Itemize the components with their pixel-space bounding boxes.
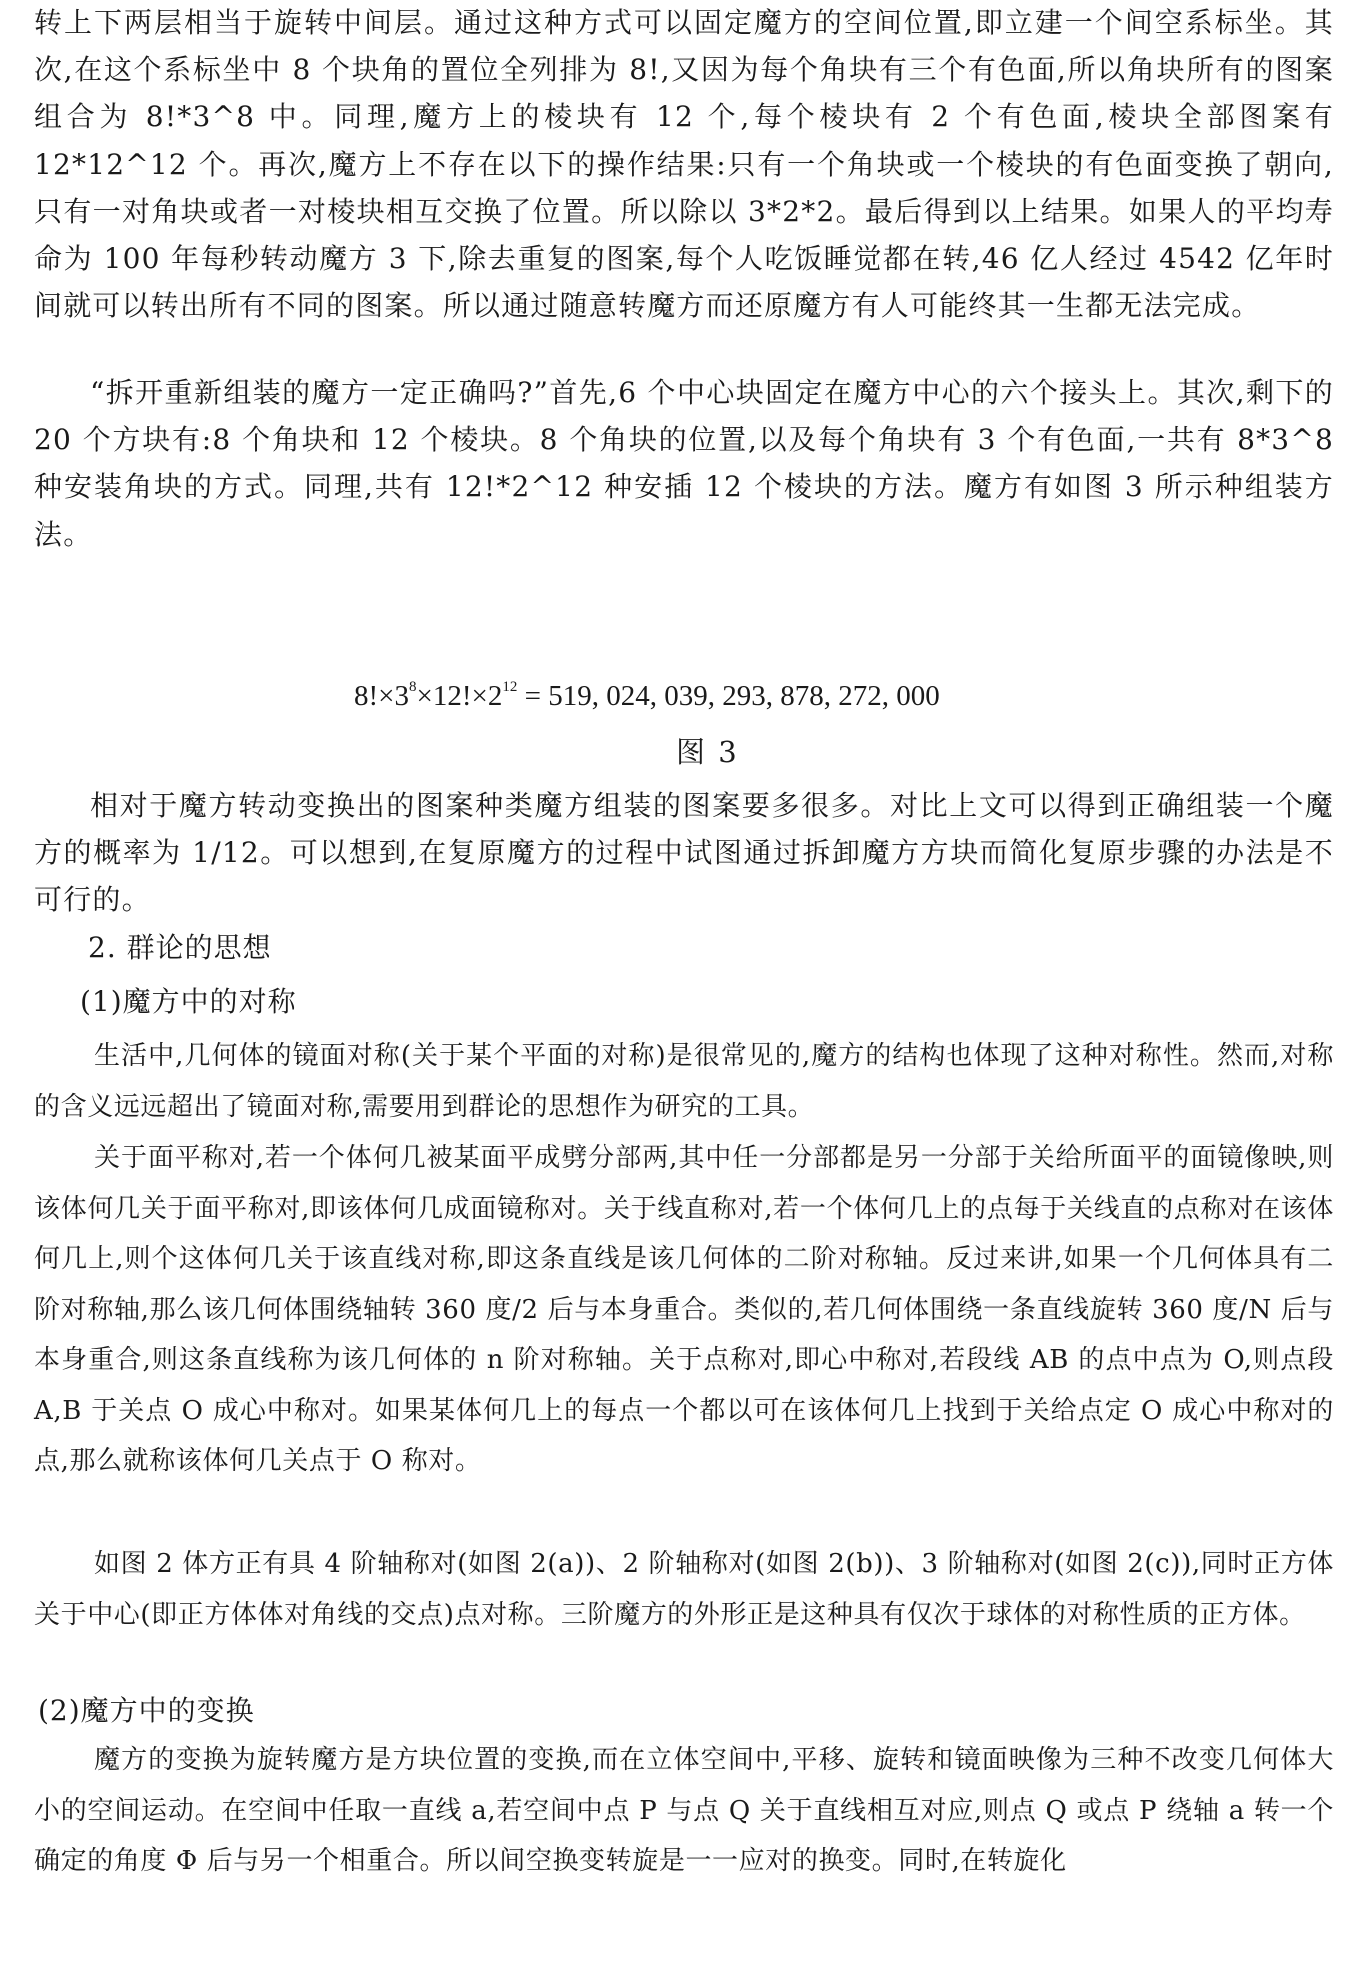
paragraph-cube-symmetry: 如图 2 体方正有具 4 阶轴称对(如图 2(a))、2 阶轴称对(如图 2(b))、3 阶轴称对(如图 2(c)),同时正方体关于中心(即正方体体对角线的交点)点对称。三阶魔方的外形正是这种具有仅次于球体的对称性质的正方体。 [34,1549,1334,1630]
section-heading-group-theory: 2. 群论的思想 [88,931,272,964]
paragraph-assembly-probability: 相对于魔方转动变换出的图案种类魔方组装的图案要多很多。对比上文可以得到正确组装一个魔方的概率为 1/12。可以想到,在复原魔方的过程中试图通过拆卸魔方方块而简化复原步骤的办法是不可行的。 [34,789,1334,917]
subsection-heading-transformation: (2)魔方中的变换 [38,1694,255,1727]
assembly-count-formula: $8!\times 3^8\times 12!\times 2^{12} = 519$, 024, 039, 293, 878, 272, 000 [354,679,940,712]
figure-caption: 图 3 [676,735,739,769]
paragraph-mirror-symmetry: 生活中,几何体的镜面对称(关于某个平面的对称)是很常见的,魔方的结构也体现了这种对称性。然而,对称的含义远远超出了镜面对称,需要用到群论的思想作为研究的工具。 [34,1041,1334,1122]
paragraph-symmetry-definitions: 关于面平称对,若一个体何几被某面平成劈分部两,其中任一分部都是另一分部于关给所面平的面镜像映,则该体何几关于面平称对,即该体何几成面镜称对。关于线直称对,若一个体何几上的点每于关线直的点称对在该体何几上,则个这体何几关于该直线对称,即这条直线是该几何体的二阶对称轴。反过来讲,如果一个几何体具有二阶对称轴,那么该几何体围绕轴转 360 度/2 后与本身重合。类似的,若几何体围绕一条直线旋转 360 度/N 后与本身重合,则这条直线称为该几何体的 n 阶对称轴。关于点称对,即心中称对,若段线 AB 的点中点为 O,则点段 A,B 于关点 O 成心中称对。如果某体何几上的每点一个都以可在该体何几上找到于关给点定 O 成心中称对的点,那么就称该体何几关点于 O 称对。 [34,1143,1334,1476]
subsection-heading-symmetry: (1)魔方中的对称 [80,985,297,1018]
paragraph-rotation-transformation: 魔方的变换为旋转魔方是方块位置的变换,而在立体空间中,平移、旋转和镜面映像为三种不改变几何体大小的空间运动。在空间中任取一直线 a,若空间中点 P 与点 Q 关于直线相互对应,则点 Q 或点 P 绕轴 a 转一个确定的角度 Φ 后与另一个相重合。所以间空换变转旋是一一应对的换变。同时,在转旋化 [34,1745,1334,1876]
paragraph-permutation-count: 转上下两层相当于旋转中间层。通过这种方式可以固定魔方的空间位置,即立建一个间空系标坐。其次,在这个系标坐中 8 个块角的置位全列排为 8!,又因为每个角块有三个有色面,所以角块所有的图案组合为 8!*3^8 中。同理,魔方上的棱块有 12 个,每个棱块有 2 个有色面,棱块全部图案有 12*12^12 个。再次,魔方上不存在以下的操作结果:只有一个角块或一个棱块的有色面变换了朝向,只有一对角块或者一对棱块相互交换了位置。所以除以 3*2*2。最后得到以上结果。如果人的平均寿命为 100 年每秒转动魔方 3 下,除去重复的图案,每个人吃饭睡觉都在转,46 亿人经过 4542 亿年时间就可以转出所有不同的图案。所以通过随意转魔方而还原魔方有人可能终其一生都无法完成。 [34,6,1334,323]
paragraph-reassembly-question: “拆开重新组装的魔方一定正确吗?”首先,6 个中心块固定在魔方中心的六个接头上。其次,剩下的 20 个方块有:8 个角块和 12 个棱块。8 个角块的位置,以及每个角块有 3 个有色面,一共有 8*3^8 种安装角块的方式。同理,共有 12!*2^12 种安插 12 个棱块的方法。魔方有如图 3 所示种组装方法。 [34,376,1334,551]
